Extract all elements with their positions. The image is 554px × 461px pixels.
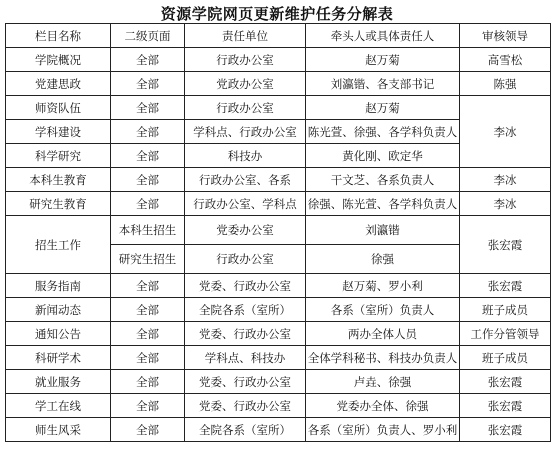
person-cell: 赵万菊 bbox=[306, 96, 460, 120]
leader-cell: 班子成员 bbox=[460, 298, 551, 322]
sub-page-cell: 研究生招生 bbox=[111, 245, 185, 274]
leader-cell: 陈强 bbox=[460, 72, 551, 96]
person-cell: 全体学科秘书、科技办负责人 bbox=[306, 346, 460, 370]
section-cell: 学工在线 bbox=[6, 394, 111, 418]
header-cell: 二级页面 bbox=[111, 24, 185, 48]
unit-cell: 党政办公室 bbox=[185, 72, 306, 96]
sub-page-cell: 全部 bbox=[111, 394, 185, 418]
leader-cell: 张宏霞 bbox=[460, 274, 551, 298]
table-row bbox=[6, 274, 551, 298]
leader-cell: 高雪松 bbox=[460, 48, 551, 72]
unit-cell: 行政办公室、学科点 bbox=[185, 192, 306, 216]
task-table bbox=[5, 23, 551, 442]
page-title: 资源学院网页更新维护任务分解表 bbox=[160, 5, 394, 23]
leader-cell: 张宏霞 bbox=[460, 370, 551, 394]
sub-page-cell: 全部 bbox=[111, 192, 185, 216]
person-cell: 卢垚、徐强 bbox=[306, 370, 460, 394]
person-cell: 黄化刚、欧定华 bbox=[306, 144, 460, 168]
person-cell: 赵万菊、罗小利 bbox=[306, 274, 460, 298]
section-cell: 就业服务 bbox=[6, 370, 111, 394]
sub-page-cell: 全部 bbox=[111, 48, 185, 72]
table-row bbox=[6, 72, 551, 96]
sub-page-cell: 全部 bbox=[111, 298, 185, 322]
header-cell: 牵头人或具体责任人 bbox=[306, 24, 460, 48]
leader-cell: 张宏霞 bbox=[460, 418, 551, 442]
unit-cell: 行政办公室、各系 bbox=[185, 168, 306, 192]
header-cell: 栏目名称 bbox=[6, 24, 111, 48]
section-cell: 科学研究 bbox=[6, 144, 111, 168]
table-row bbox=[6, 48, 551, 72]
table-row bbox=[6, 168, 551, 192]
person-cell: 陈光萱、徐强、各学科负责人 bbox=[306, 120, 460, 144]
section-cell: 科研学术 bbox=[6, 346, 111, 370]
person-cell: 各系（室所）负责人、罗小利 bbox=[306, 418, 460, 442]
leader-cell: 李冰 bbox=[460, 96, 551, 168]
unit-cell: 行政办公室 bbox=[185, 48, 306, 72]
unit-cell: 行政办公室 bbox=[185, 96, 306, 120]
section-cell: 本科生教育 bbox=[6, 168, 111, 192]
section-cell: 招生工作 bbox=[6, 216, 111, 274]
unit-cell: 全院各系（室所） bbox=[185, 298, 306, 322]
sub-page-cell: 全部 bbox=[111, 370, 185, 394]
person-cell: 党委办全体、徐强 bbox=[306, 394, 460, 418]
person-cell: 赵万菊 bbox=[306, 48, 460, 72]
table-header-row bbox=[6, 24, 551, 48]
unit-cell: 党委、行政办公室 bbox=[185, 322, 306, 346]
header-cell: 责任单位 bbox=[185, 24, 306, 48]
table-row bbox=[6, 394, 551, 418]
section-cell: 学科建设 bbox=[6, 120, 111, 144]
table-row bbox=[6, 298, 551, 322]
table-row bbox=[6, 346, 551, 370]
unit-cell: 学科点、行政办公室 bbox=[185, 120, 306, 144]
unit-cell: 党委办公室 bbox=[185, 216, 306, 245]
sub-page-cell: 全部 bbox=[111, 72, 185, 96]
table-row bbox=[6, 418, 551, 442]
leader-cell: 班子成员 bbox=[460, 346, 551, 370]
person-cell: 两办全体人员 bbox=[306, 322, 460, 346]
header-cell: 审核领导 bbox=[460, 24, 551, 48]
sub-page-cell: 全部 bbox=[111, 144, 185, 168]
table-row bbox=[6, 96, 551, 120]
person-cell: 徐强 bbox=[306, 245, 460, 274]
table-row bbox=[6, 322, 551, 346]
leader-cell: 张宏霞 bbox=[460, 394, 551, 418]
person-cell: 刘瀛锴 bbox=[306, 216, 460, 245]
leader-cell: 工作分管领导 bbox=[460, 322, 551, 346]
unit-cell: 科技办 bbox=[185, 144, 306, 168]
section-cell: 师资队伍 bbox=[6, 96, 111, 120]
person-cell: 干文芝、各系负责人 bbox=[306, 168, 460, 192]
section-cell: 学院概况 bbox=[6, 48, 111, 72]
sub-page-cell: 全部 bbox=[111, 322, 185, 346]
section-cell: 新闻动态 bbox=[6, 298, 111, 322]
section-cell: 研究生教育 bbox=[6, 192, 111, 216]
person-cell: 各系（室所）负责人 bbox=[306, 298, 460, 322]
section-cell: 党建思政 bbox=[6, 72, 111, 96]
leader-cell: 李冰 bbox=[460, 192, 551, 216]
sub-page-cell: 本科生招生 bbox=[111, 216, 185, 245]
unit-cell: 全院各系（室所） bbox=[185, 418, 306, 442]
section-cell: 通知公告 bbox=[6, 322, 111, 346]
unit-cell: 党委、行政办公室 bbox=[185, 394, 306, 418]
leader-cell: 李冰 bbox=[460, 168, 551, 192]
table-row bbox=[6, 216, 551, 245]
unit-cell: 党委、行政办公室 bbox=[185, 370, 306, 394]
sub-page-cell: 全部 bbox=[111, 120, 185, 144]
section-cell: 师生风采 bbox=[6, 418, 111, 442]
sub-page-cell: 全部 bbox=[111, 168, 185, 192]
table-row bbox=[6, 370, 551, 394]
unit-cell: 学科点、科技办 bbox=[185, 346, 306, 370]
person-cell: 刘瀛锴、各支部书记 bbox=[306, 72, 460, 96]
leader-cell: 张宏霞 bbox=[460, 216, 551, 274]
sub-page-cell: 全部 bbox=[111, 96, 185, 120]
table-row bbox=[6, 192, 551, 216]
section-cell: 服务指南 bbox=[6, 274, 111, 298]
sub-page-cell: 全部 bbox=[111, 418, 185, 442]
sub-page-cell: 全部 bbox=[111, 274, 185, 298]
person-cell: 徐强、陈光萱、各学科负责人 bbox=[306, 192, 460, 216]
unit-cell: 行政办公室 bbox=[185, 245, 306, 274]
unit-cell: 党委、行政办公室 bbox=[185, 274, 306, 298]
sub-page-cell: 全部 bbox=[111, 346, 185, 370]
